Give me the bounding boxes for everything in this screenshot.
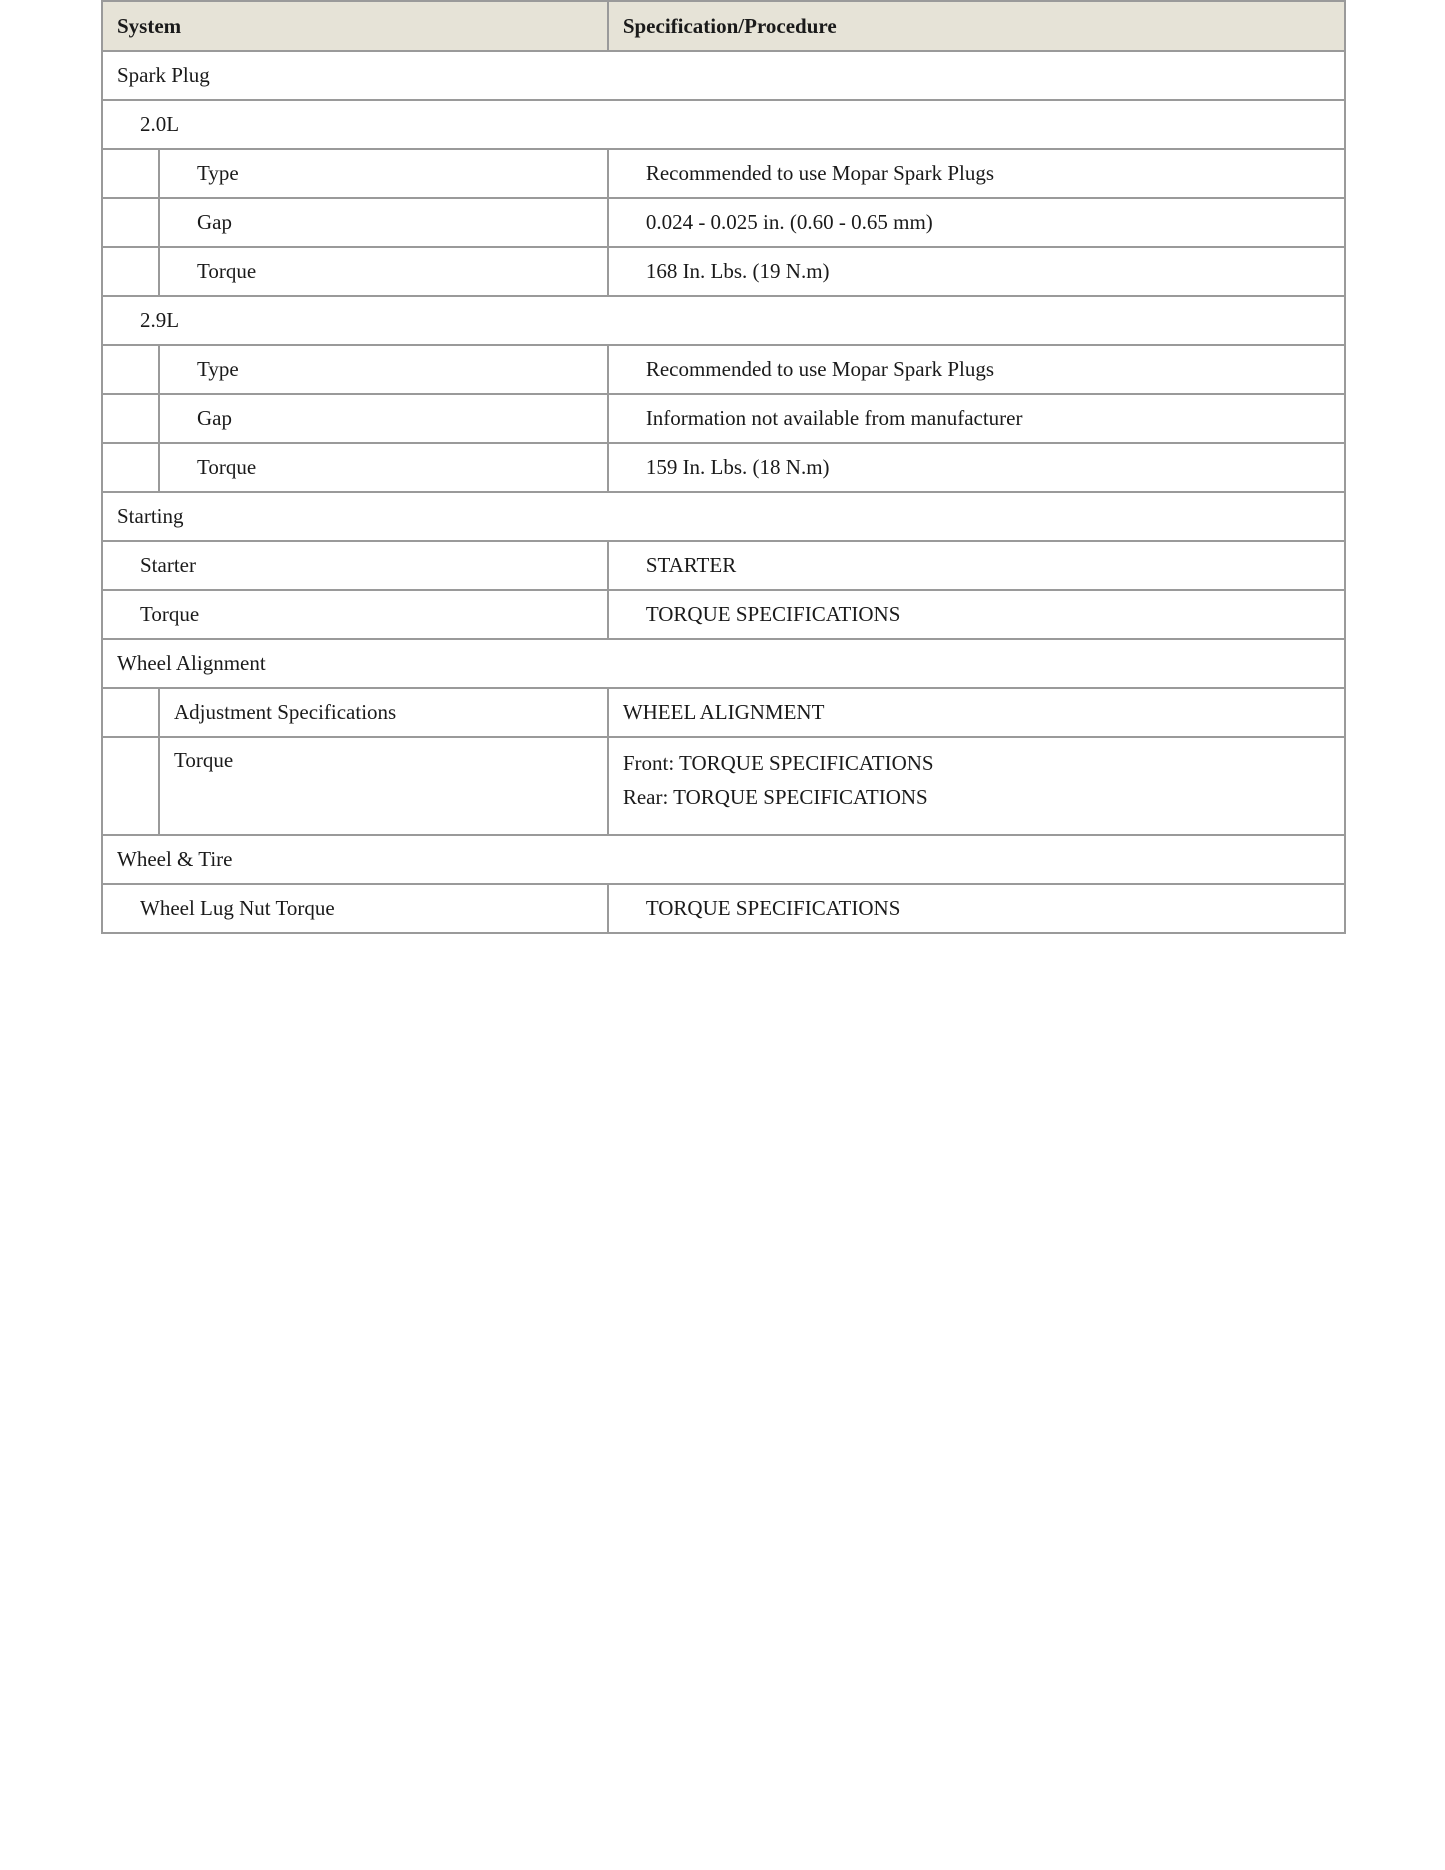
row-value: Information not available from manufacturer: [608, 394, 1345, 443]
table-row: [102, 688, 1345, 737]
table-row: [102, 541, 1345, 590]
row-label: Gap: [197, 210, 232, 234]
table-row: [102, 590, 1345, 639]
table-row: [102, 443, 1345, 492]
torque-front-value: Front: TORQUE SPECIFICATIONS: [622, 751, 934, 775]
row-value: 0.024 - 0.025 in. (0.60 - 0.65 mm): [608, 198, 1345, 247]
section-title: Wheel Alignment: [102, 639, 1345, 688]
section-row-wheel-tire: [102, 835, 1345, 884]
table-row: [102, 345, 1345, 394]
row-label: Type: [197, 357, 239, 381]
row-value: 159 In. Lbs. (18 N.m): [608, 443, 1345, 492]
table-row: [102, 247, 1345, 296]
section-row-starting: [102, 492, 1345, 541]
section-title: Wheel & Tire: [102, 835, 1345, 884]
row-label: Type: [197, 161, 239, 185]
row-value: Recommended to use Mopar Spark Plugs: [608, 149, 1345, 198]
table-row: [102, 884, 1345, 933]
table-row: [102, 198, 1345, 247]
row-value: TORQUE SPECIFICATIONS: [608, 884, 1345, 933]
table-row: [102, 394, 1345, 443]
row-value: Recommended to use Mopar Spark Plugs: [608, 345, 1345, 394]
header-system: System: [102, 1, 608, 51]
row-label: Gap: [197, 406, 232, 430]
row-value: TORQUE SPECIFICATIONS: [608, 590, 1345, 639]
subsection-title: 2.0L: [102, 100, 1345, 149]
table-row: [102, 737, 1345, 835]
section-title: Starting: [102, 492, 1345, 541]
row-value: [608, 737, 1345, 835]
table-row: [102, 149, 1345, 198]
torque-rear-value: Rear: TORQUE SPECIFICATIONS: [622, 785, 928, 809]
subsection-title: 2.9L: [102, 296, 1345, 345]
subsection-row-2-9l: [102, 296, 1345, 345]
row-value: STARTER: [608, 541, 1345, 590]
subsection-row-2-0l: [102, 100, 1345, 149]
row-value: WHEEL ALIGNMENT: [608, 688, 1345, 737]
section-row-wheel-alignment: [102, 639, 1345, 688]
row-label: Adjustment Specifications: [174, 700, 397, 724]
row-label: Wheel Lug Nut Torque: [102, 884, 608, 933]
table-header-row: [102, 1, 1345, 51]
row-label: Torque: [197, 455, 257, 479]
row-value: 168 In. Lbs. (19 N.m): [608, 247, 1345, 296]
row-label: Torque: [174, 748, 234, 772]
specifications-table: [101, 0, 1346, 934]
section-row-spark-plug: [102, 51, 1345, 100]
section-title: Spark Plug: [102, 51, 1345, 100]
header-spec: Specification/Procedure: [608, 1, 1345, 51]
row-label: Torque: [102, 590, 608, 639]
row-label: Torque: [197, 259, 257, 283]
row-label: Starter: [102, 541, 608, 590]
